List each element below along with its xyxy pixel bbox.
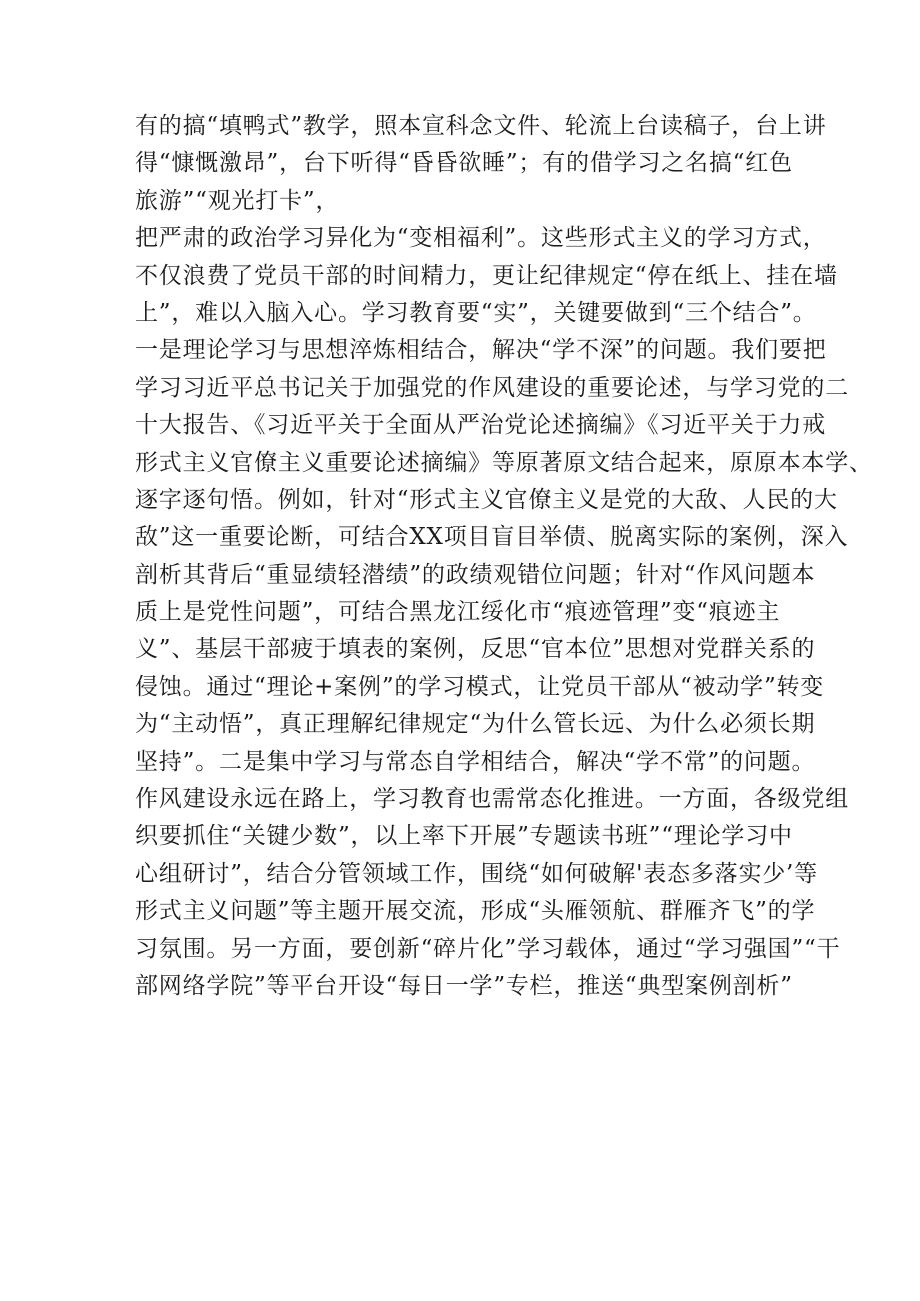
text-line: 部网络学院”等平台开设“每日一学”专栏，推送“典型案例剖析” [135,972,793,999]
text-line: 作风建设永远在路上，学习教育也需常态化推进。一方面，各级党组 [135,786,849,813]
text-line: 形式主义问题”等主题开展交流，形成“头雁领航、群雁齐飞”的学 [135,898,816,925]
text-line: 义”、基层干部疲于填表的案例，反思“官本位”思想对党群关系的 [135,636,816,663]
text-line: 敌”这一重要论断，可结合XX项目盲目举债、脱离实际的案例，深入 [135,524,849,551]
body-text [135,108,873,1005]
text-line: 不仅浪费了党员干部的时间精力，更让纪律规定“停在纸上、挂在墙 [135,262,838,289]
text-line: 学习习近平总书记关于加强党的作风建设的重要论述，与学习党的二 [135,374,849,401]
text-line: 质上是党性问题”，可结合黑龙江绥化市“痕迹管理”变“痕迹主 [135,599,781,626]
text-line: 逐字逐句悟。例如，针对“形式主义官僚主义是党的大敌、人民的大 [135,486,838,513]
text-line: 坚持”。二是集中学习与常态自学相结合，解决“学不常”的问题。 [135,748,816,775]
text-line: 侵蚀。通过“理论+案例”的学习模式，让党员干部从“被动学”转变 [135,673,825,700]
text-line: 有的搞“填鸭式”教学，照本宣科念文件、轮流上台读稿子，台上讲 [135,113,827,139]
text-line: 上”，难以入脑入心。学习教育要“实”，关键要做到“三个结合”。 [135,299,817,326]
text-line: 一是理论学习与思想淬炼相结合，解决“学不深”的问题。我们要把 [135,337,827,364]
text-line: 剖析其背后“重显绩轻潜绩”的政绩观错位问题；针对“作风问题本 [135,561,816,588]
text-line: 十大报告、《习近平关于全面从严治党论述摘编》《习近平关于力戒 [135,412,826,439]
text-line: 旅游”“观光打卡”， [135,187,340,214]
text-line: 习氛围。另一方面，要创新“碎片化”学习载体，通过“学习强国”“干 [135,935,841,962]
text-line: 得“慷慨激昂”，台下听得“昏昏欲睡”；有的借学习之名搞“红色 [135,150,793,177]
text-line: 织要抓住“关键少数”，以上率下开展”专题读书班”“理论学习中 [135,823,793,850]
text-line: 心组研讨”，结合分管领域工作，围绕“如何破解'表态多落实少’等 [135,860,818,887]
text-line: 形式主义官僚主义重要论述摘编》等原著原文结合起来，原原本本学、 [135,449,873,476]
text-line: 把严肃的政治学习异化为“变相福利”。这些形式主义的学习方式， [135,225,827,252]
text-line: 为“主动悟”，真正理解纪律规定“为什么管长远、为什么必须长期 [135,711,816,738]
